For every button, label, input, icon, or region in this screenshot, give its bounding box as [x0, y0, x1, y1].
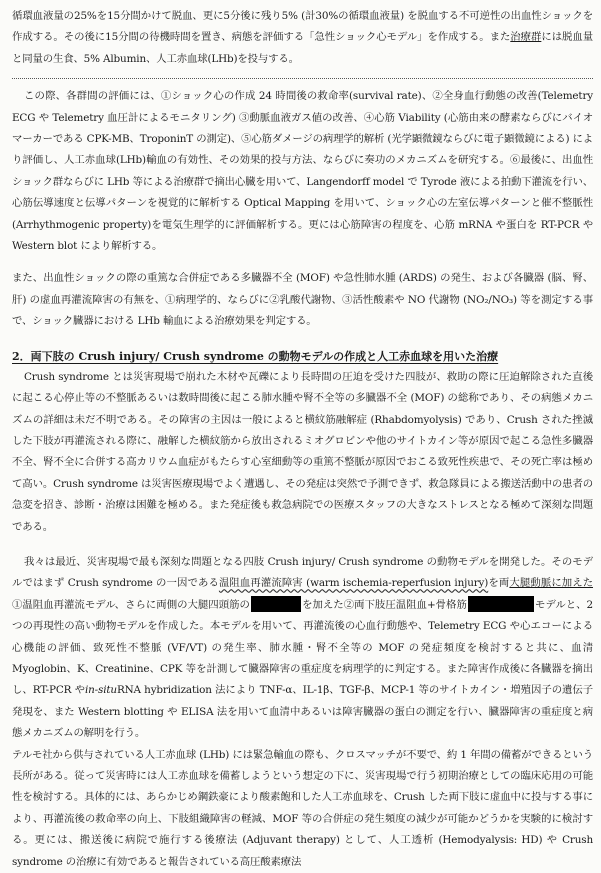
crush-syndrome-paragraph: Crush syndrome とは災害現場で崩れた木材や瓦礫により長時間の圧迫を受けた四肢が、救助の際に圧迫解除された直後に起こる心停止等の不整脈あるいは数時間後に起こる肺水腫や腎不全等の多臓器不全 (MOF) の総称であり、その病態メカニズムの詳細は未だ不明である。その障害の主因は一般によると横紋筋融解症 (Rhabdomyolysis) であり、Crush された挫滅した下肢が再灌流される際に、融解した横紋筋から放出されるミオグロビンや他のサイトカイン等が原因で起こる急性多臓器不全、腎不全に合併する高カリウム血症がもたらす心室細動等の重篤不整脈が原因でおこる致死性疾患で、その死亡率は極めて高い。Crush syndrome は災害医療現場でよく遭遇し、その発症は突然で予測できず、救急隊員による搬送活動中の患者の急変を招き、診断・治療は困難を極める。また発症後も救急病院での医療スタッフの大きなストレスとなる極めて深刻な問題である。 [12, 370, 593, 533]
evaluation-paragraph: この際、各群間の評価には、①ショック心の作成 24 時間後の救命率(survival rate)、②全身血行動態の改善(Telemetry ECG や Telemetry 血圧計によるモニタリング) ③動脈血液ガス値の改善、④心筋 Viability (心筋由来の酵素ならびにバイオマーカーである CPK-MB、TroponinT の測定)、⑤心筋ダメージの病理学的解析 (光学顕微鏡ならびに電子顕微鏡による) により評価し、人工赤血球(LHb)輸血の有効性、その効果的投与方法、ならびに奏功のメカニズムを研究する。⑥最後に、出血性ショック群ならびに LHb 等による治療群で摘出心臓を用いて、Langendorff model で Tyrode 液による拍動下灌流を行い、心筋伝導速度と伝導パターンを視覚的に解析する Optical Mapping を用いて、ショック心の左室伝導パターンと催不整脈性(Arrhythmogenic property)を電気生理学的に評価解析する。更には心筋障害の程度を、心筋 mRNA や蛋白を RT-PCR や Western blot により解析する。 [12, 90, 593, 253]
artificial-rbc-paragraph: テルモ社から供与されている人工赤血球 (LHb) には緊急輸血の際も、クロスマッチが不要で、約 1 年間の備蓄ができるという長所がある。従って災害時には人工赤血球を備蓄しようという想定の下に、災害現場で行う初期治療としての臨床応用の可能性を検討する。具体的には、あらかじめ鋼鉄豪により酸素飽和した人工赤血球を、Crush した両下肢に虚血中に投与する事により、再灌流後の救命率の向上、下肢組織障害の軽減、MOF 等の合併症の発生頻度の減少が可能かどうかを実験的に検討する。更には、搬送後に病院で施行する後療法 (Adjuvant therapy) として、人工透析 (Hemodyalysis: HD) や Crush syndrome の治療に有効であると報告されている高圧酸素療法 [12, 748, 593, 868]
italic-term: in-situ [84, 684, 117, 697]
spacer [12, 333, 593, 347]
section-divider [12, 78, 593, 79]
wavy-underlined-term: 温阻血再灌流障害 (warm ischemia-reperfusion injury) [218, 577, 489, 590]
intro-text-2: には脱血量と同量の生食、5% Albumin、人工赤血球(LHb)を投与する。 [12, 31, 593, 65]
underlined-treatment-group: 治療群 [510, 31, 542, 44]
mof-paragraph: また、出血性ショックの際の重篤な合併症である多臓器不全 (MOF) や急性肺水腫 (ARDS) の発生、および各臓器 (脳、腎、肝) の虚血再灌流障害の有無を、①病理学的、ならびに②乳酸代謝物、③活性酸素や NO 代謝物 (NO₂/NO₃) 等を測定する事で、ショック臓器における LHb 輸血による治療効果を判定する。 [12, 272, 593, 328]
redaction-box [251, 596, 301, 612]
intro-paragraph [12, 6, 593, 70]
redaction-box [468, 596, 534, 612]
animal-model-paragraph: 我々は最近、災害現場で最も深刻な問題となる四肢 Crush injury/ Crush syndrome の動物モデルを開発した。そのモデルではまず Crush syndrome の一因である温阻血再灌流障害 (warm ischemia-reperfusion injury)を両大腿動脈に加えた①温阻血再灌流モデル、さらに両側の大腿四頭筋の を加えた②両下肢圧温阻血+骨格筋 モデルと、2 つの再現性の高い動物モデルを作成した。本モデルを用いて、再灌流後の心血行動態や、Telemetry ECG や心エコーによる心機能の評価、致死性不整脈 (VF/VT) の発生率、肺水腫・腎不全等の MOF の発症頻度を検討すると共に、血清 Myoglobin、K、Creatinine、CPK 等を計測して臓器障害の重症度を病理学的に判定する。また障害作成後に各臓器を摘出し、RT-PCR やin-situRNA hybridization 法により TNF-α、IL-1β、TGF-β、MCP-1 等のサイトカイン・増殖因子の遺伝子発現を、また Western blotting や ELISA 法を用いて血清中あるいは障害臓器の蛋白の測定を行い、臓器障害の重症度と病態メカニズムの解明を行う。 [12, 555, 593, 740]
underlined-phrase: 大腿動脈に加えた [509, 577, 593, 590]
spacer [12, 538, 593, 552]
spacer [12, 257, 593, 268]
section-2-heading: 2．両下肢の Crush injury/ Crush syndrome の動物モデルの作成と人工赤血球を用いた治療 [12, 349, 499, 363]
intro-text-1: 循環血液量の25%を15分間かけて脱血、更に5分後に残り5% (計30%の循環血液量) を脱血する不可逆性の出血性ショックを作成する。その後に15分間の待機時間を置き、病態を評価する「急性ショック心モデル」を作成する。また [12, 10, 593, 44]
